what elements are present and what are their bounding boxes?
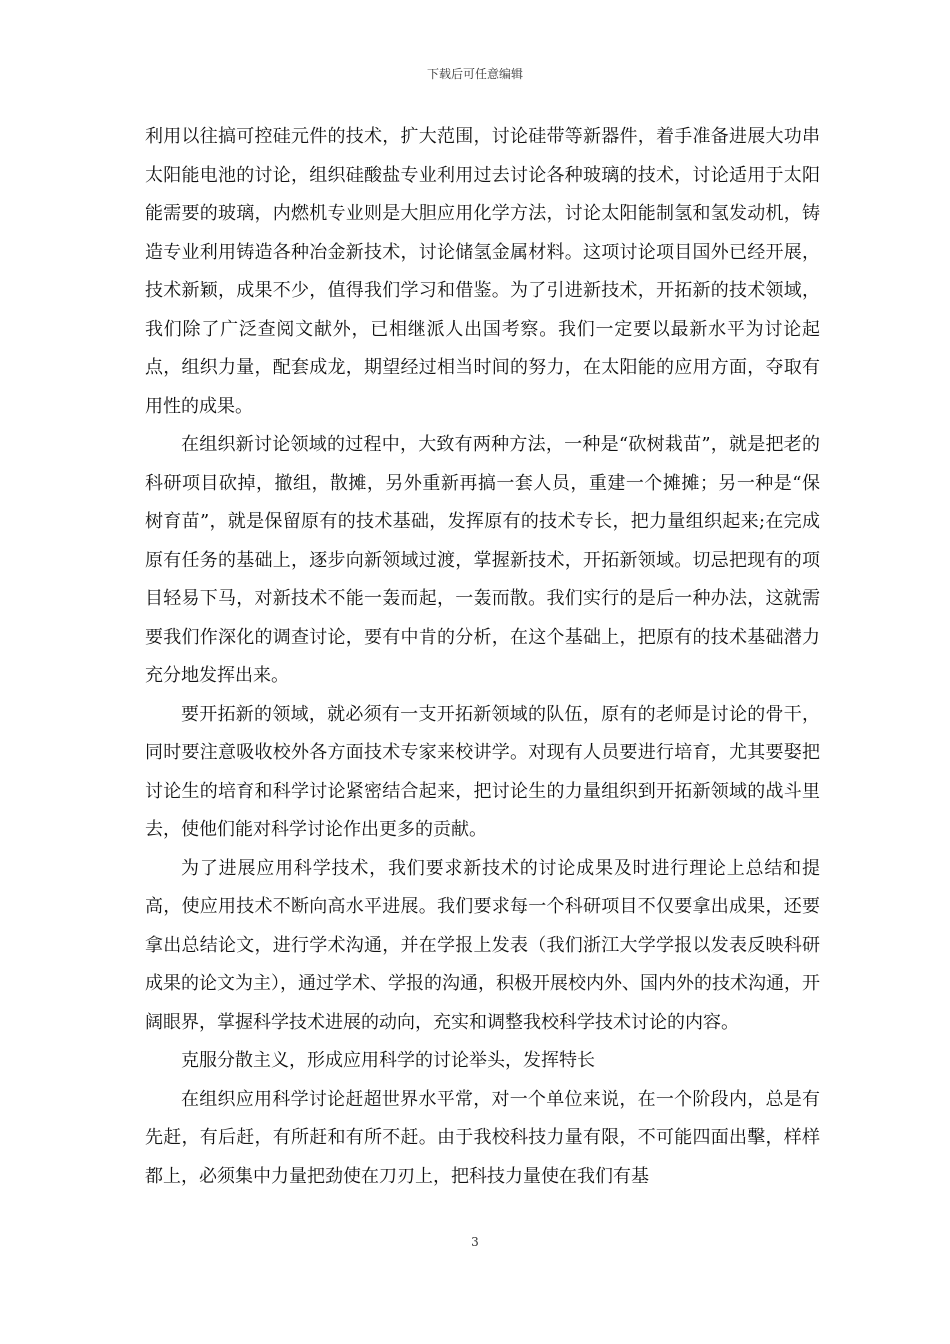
page-header: 下载后可任意编辑 (426, 67, 523, 81)
paragraph-2: 在组织新讨论领域的过程中，大致有两种方法，一种是“砍树栽苗”，就是把老的科研项目砍掉，撤组，散摊，另外重新再搞一套人员，重建一个摊摊；另一种是“保树育苗”，就是保留原有的技术基础，发挥原有的技术专长，把力量组织起来;在完成原有任务的基础上，逐步向新领域过渡，掌握新技术，开拓新领域。切忌把现有的项目轻易下马，对新技术不能一轰而起，一轰而散。我们实行的是后一种办法，这就需要我们作深化的调查讨论，要有中肯的分析，在这个基础上，把原有的技术基础潜力充分地发挥出来。 (145, 434, 820, 686)
paragraph-4: 为了进展应用科学技术，我们要求新技术的讨论成果及时进行理论上总结和提高，使应用技术不断向高水平进展。我们要求每一个科研项目不仅要拿出成果，还要拿出总结论文，进行学术沟通，并在学报上发表（我们浙江大学学报以发表反映科研成果的论文为主），通过学术、学报的沟通，积极开展校内外、国内外的技术沟通，开阔眼界，掌握科学技术进展的动向，充实和调整我校科学技术讨论的内容。 (145, 857, 820, 1033)
paragraph-1: 利用以往搞可控硅元件的技术，扩大范围，讨论硅带等新器件，着手准备进展大功串太阳能电池的讨论，组织硅酸盐专业利用过去讨论各种玻璃的技术，讨论适用于太阳能需要的玻璃，内燃机专业则是大胆应用化学方法，讨论太阳能制氢和氢发动机，铸造专业利用铸造各种冶金新技术，讨论储氢金属材料。这项讨论项目国外已经开展，技术新颖，成果不少，值得我们学习和借鉴。为了引进新技术，开拓新的技术领域，我们除了广泛查阅文献外，已相继派人出国考察。我们一定要以最新水平为讨论起点，组织力量，配套成龙，期望经过相当时间的努力，在太阳能的应用方面，夺取有用性的成果。 (145, 126, 820, 417)
section-heading: 克服分散主义，形成应用科学的讨论举头，发挥特长 (181, 1050, 595, 1071)
page-number: 3 (471, 1235, 479, 1249)
paragraph-5: 在组织应用科学讨论赶超世界水平常，对一个单位来说，在一个阶段内，总是有先赶，有后赶，有所赶和有所不赶。由于我校科技力量有限，不可能四面出擊，样样都上，必须集中力量把劲使在刀刃上，把科技力量使在我们有基 (145, 1088, 820, 1187)
paragraph-3: 要开拓新的领域，就必须有一支开拓新领域的队伍，原有的老师是讨论的骨干，同时要注意吸收校外各方面技术专家来校讲学。对现有人员要进行培育，尤其要娶把讨论生的培育和科学讨论紧密结合起来，把讨论生的力量组织到开拓新领域的战斗里去，使他们能对科学讨论作出更多的贡献。 (145, 703, 820, 840)
document-body (145, 118, 820, 1196)
